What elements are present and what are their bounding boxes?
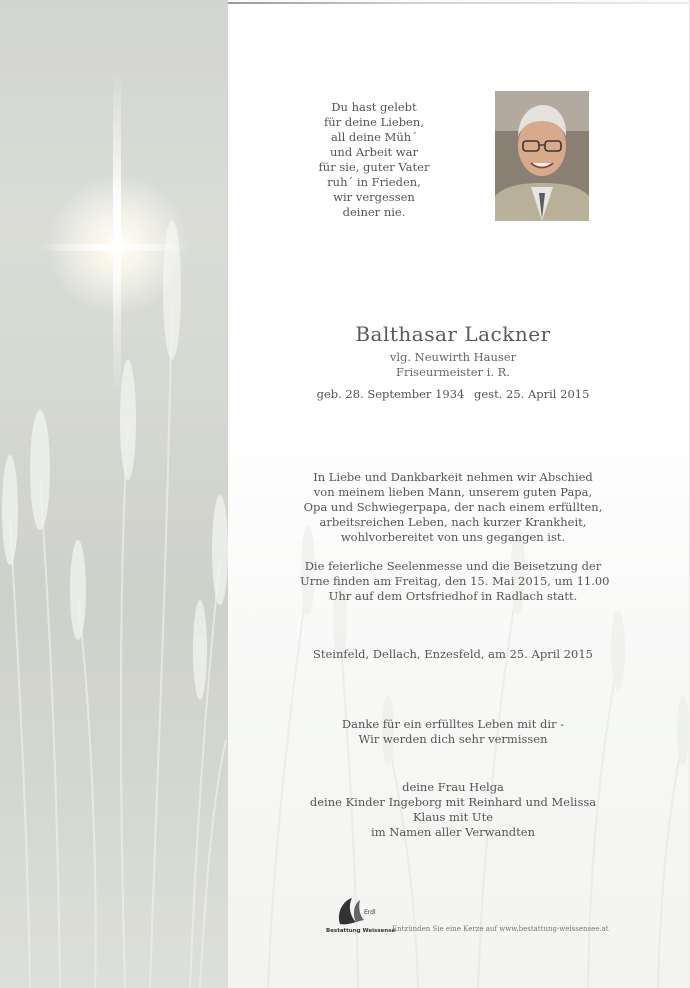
farewell-paragraph	[300, 470, 606, 545]
poem-line: und Arbeit war	[330, 145, 418, 159]
funeral-details	[300, 559, 610, 604]
text-line: deine Frau Helga	[402, 780, 504, 794]
logo-text-top: Erdl	[364, 909, 376, 916]
memorial-poem	[318, 100, 430, 220]
poem-line: für deine Lieben,	[324, 115, 424, 129]
thanks-text	[300, 717, 606, 747]
text-line: Uhr auf dem Ortsfriedhof in Radlach statt.	[328, 589, 578, 603]
text-line: Danke für ein erfülltes Leben mit dir -	[341, 717, 565, 731]
funeral-home-logo	[326, 894, 396, 938]
text-line: In Liebe und Dankbarkeit nehmen wir Abschied	[313, 470, 593, 484]
text-line: arbeitsreichen Leben, nach kurzer Krankheit,	[319, 515, 587, 529]
life-dates	[300, 387, 606, 401]
house-name: vlg. Neuwirth Hauser	[389, 350, 517, 364]
poem-line: ruh´ in Frieden,	[327, 175, 421, 189]
profession: Friseurmeister i. R.	[396, 365, 510, 379]
text-line: Opa und Schwiegerpapa, der nach einem erfüllten,	[303, 500, 603, 514]
poem-line: für sie, guter Vater	[318, 160, 430, 174]
text-line: Die feierliche Seelenmesse und die Beisetzung der	[304, 559, 602, 573]
portrait-photo	[495, 91, 589, 221]
death-date: gest. 25. April 2015	[474, 387, 590, 401]
wheat-cross-image	[0, 0, 228, 988]
text-line: wohlvorbereitet von uns gegangen ist.	[340, 530, 566, 544]
candle-link[interactable]: Entzünden Sie eine Kerze auf www.bestattung-weissensee.at	[392, 925, 609, 933]
text-line: im Namen aller Verwandten	[371, 825, 535, 839]
text-line: Wir werden dich sehr vermissen	[358, 732, 548, 746]
place-and-date: Steinfeld, Dellach, Enzesfeld, am 25. April 2015	[313, 647, 593, 661]
deceased-name: Balthasar Lackner	[355, 322, 551, 346]
text-line: von meinem lieben Mann, unserem guten Papa,	[313, 485, 593, 499]
text-line: Klaus mit Ute	[412, 810, 494, 824]
poem-line: Du hast gelebt	[331, 100, 417, 114]
poem-line: wir vergessen	[333, 190, 415, 204]
portrait-illustration	[495, 91, 589, 221]
logo-text-bottom: Bestattung Weissensee	[326, 928, 396, 934]
poem-line: deiner nie.	[342, 205, 406, 219]
wheat-field-illustration	[0, 0, 228, 988]
text-line: Urne finden am Freitag, den 15. Mai 2015, um 11.00	[300, 574, 610, 588]
birth-date: geb. 28. September 1934	[316, 387, 465, 401]
text-line: deine Kinder Ingeborg mit Reinhard und Melissa	[309, 795, 597, 809]
mourners-list	[300, 780, 606, 840]
poem-line: all deine Müh´	[331, 130, 417, 144]
